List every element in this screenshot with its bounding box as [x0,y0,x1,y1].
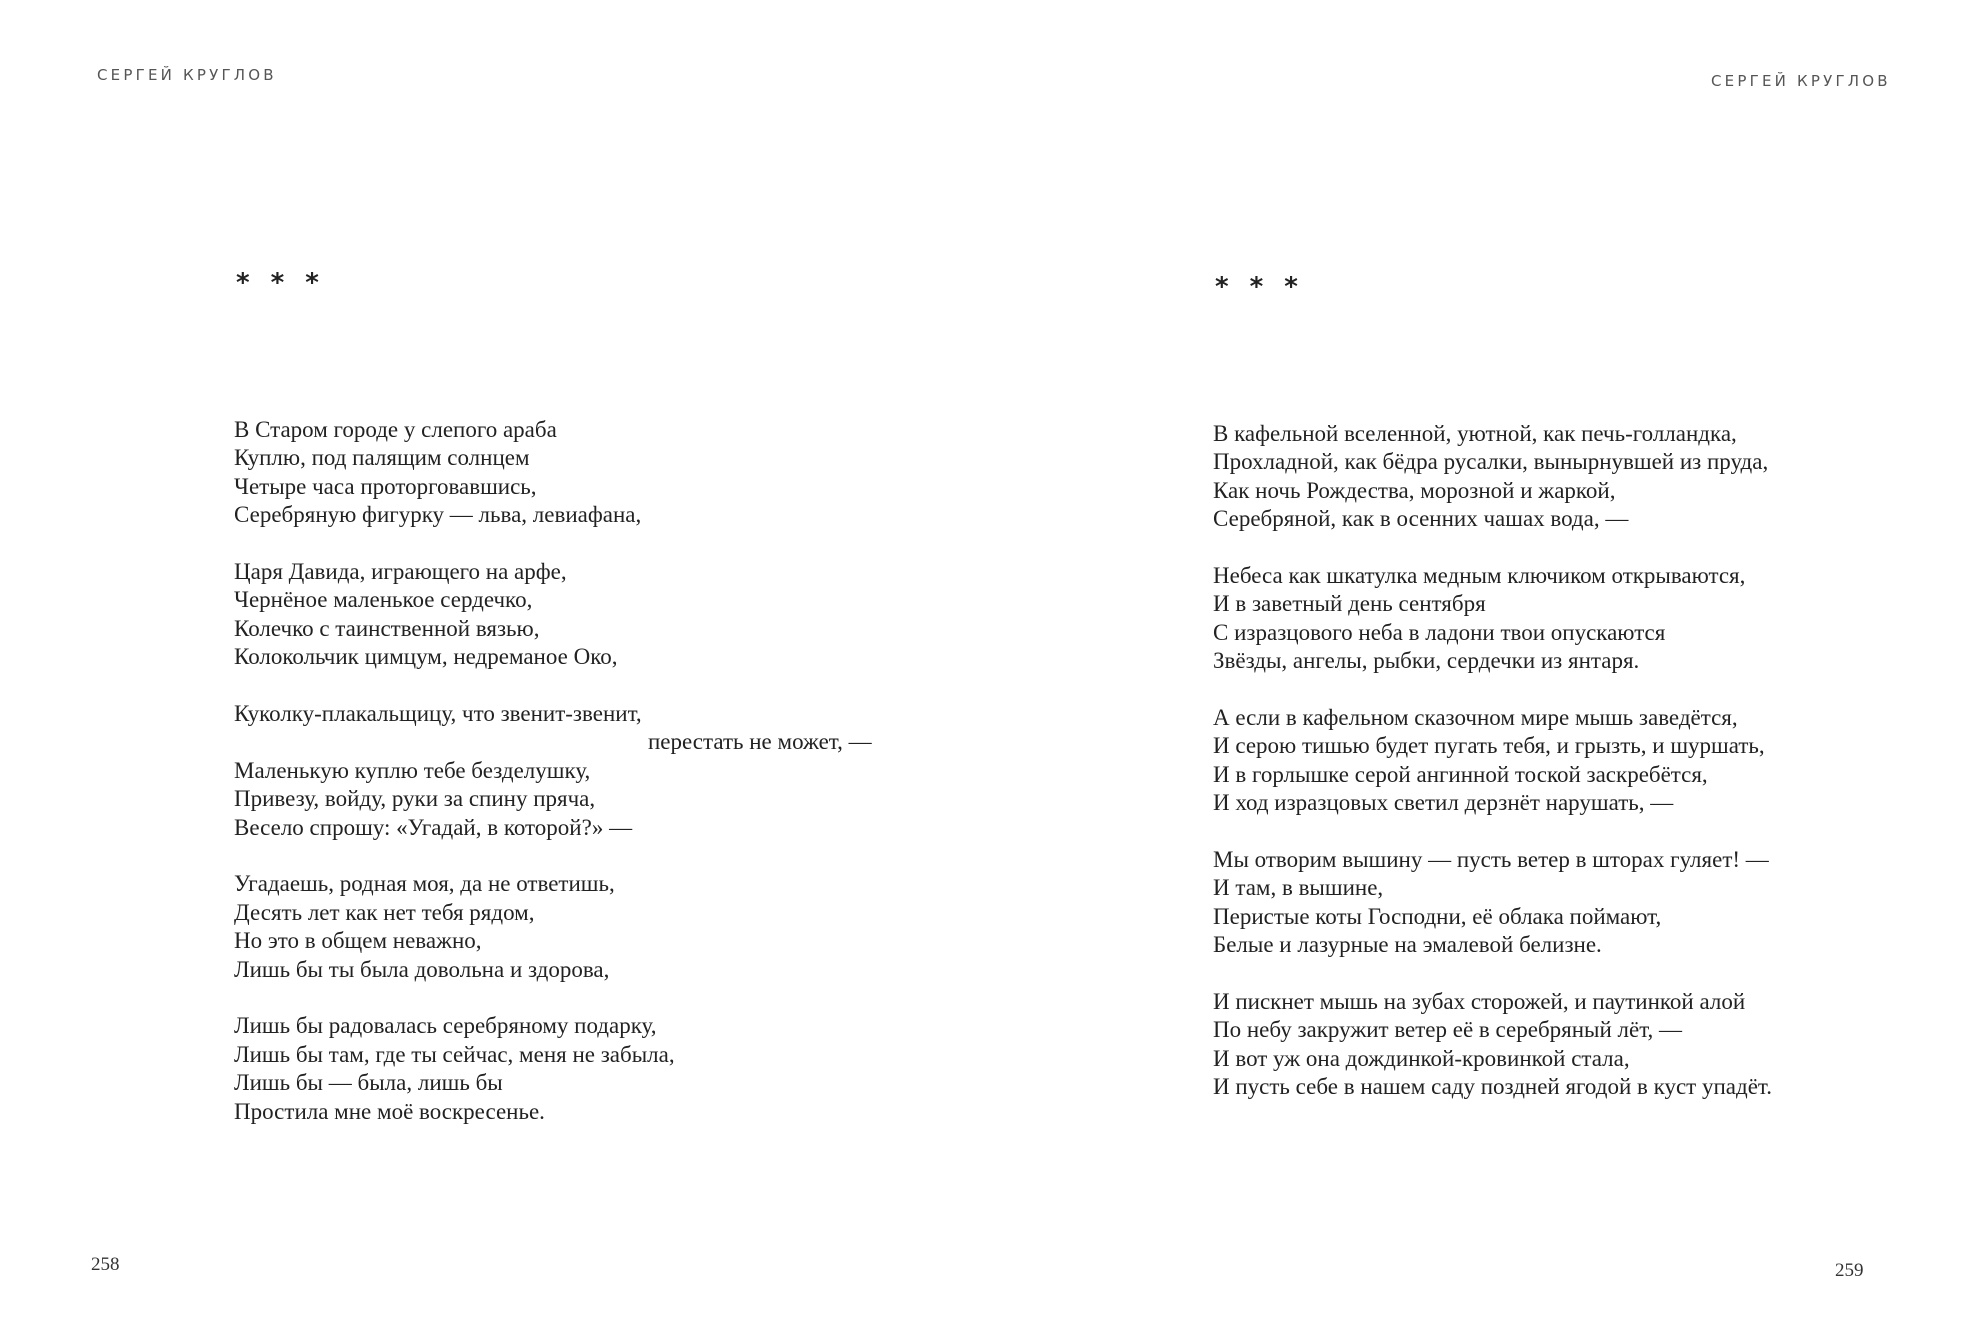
poem-line: Лишь бы там, где ты сейчас, меня не забыла, [234,1041,675,1067]
poem-line-continuation: перестать не может, — [648,729,872,755]
poem-line: Привезу, войду, руки за спину пряча, [234,786,596,812]
right-page [983,0,1966,1341]
stanza [234,1012,934,1126]
poem-line: В Старом городе у слепого араба [234,417,557,442]
poem-line: Царя Давида, играющего на арфе, [234,559,567,585]
poem-line: Куколку-плакальщицу, что звенит-звенит, [234,701,642,727]
poem-line: Лишь бы ты была довольна и здорова, [234,956,610,982]
poem-line: И там, в вышине, [1213,875,1384,901]
page-number: 258 [91,1254,120,1275]
poem-line: Лишь бы радовалась серебряному подарку, [234,1013,657,1039]
poem-line: Весело спрошу: «Угадай, в которой?» — [234,814,633,840]
poem-line: Угадаешь, родная моя, да не ответишь, [234,871,615,897]
poem-line: Мы отворим вышину — пусть ветер в шторах гуляет! — [1213,847,1769,873]
poem-line: И в горлышке серой ангинной тоской заскребётся, [1213,761,1708,787]
poem-line: И вот уж она дождинкой-кровинкой стала, [1213,1045,1630,1071]
poem-line: Как ночь Рождества, морозной и жаркой, [1213,477,1616,503]
poem-line: Десять лет как нет тебя рядом, [234,899,535,925]
stanza [1213,988,1933,1102]
poem-line: И пусть себе в нашем саду поздней ягодой в куст упадёт. [1213,1074,1772,1100]
poem-line: Лишь бы — была, лишь бы [234,1070,503,1096]
poem-line: Прохладной, как бёдра русалки, вынырнувшей из пруда, [1213,449,1769,475]
poem-line: По небу закружит ветер её в серебряный лёт, — [1213,1017,1683,1043]
poem-line: Небеса как шкатулка медным ключиком открываются, [1213,563,1746,589]
poem-line: Серебряную фигурку — льва, левиафана, [234,502,642,528]
poem-line: Колечко с таинственной вязью, [234,615,540,641]
running-head-author: СЕРГЕЙ КРУГЛОВ [1711,72,1891,90]
poem-line: В кафельной вселенной, уютной, как печь-голландка, [1213,421,1737,446]
section-asterisks: * * * [1215,272,1304,302]
poem-line: Серебряной, как в осенних чашах вода, — [1213,506,1629,532]
poem-line: И ход изразцовых светил дерзнёт нарушать, — [1213,790,1674,816]
section-asterisks: * * * [236,268,325,298]
stanza [1213,562,1933,676]
poem-line: Белые и лазурные на эмалевой белизне. [1213,932,1602,958]
stanza [234,700,934,842]
poem-line: Чернёное маленькое сердечко, [234,587,533,613]
poem-line: И в заветный день сентября [1213,591,1486,617]
poem-line: Колокольчик цимцум, недреманое Око, [234,644,618,670]
stanza [234,416,934,530]
stanza [234,870,934,984]
poem-line: Звёзды, ангелы, рыбки, сердечки из янтаря. [1213,648,1640,674]
stanza [1213,704,1933,818]
poem-line: Но это в общем неважно, [234,928,482,954]
poem-text [1213,420,1933,1102]
poem-line: Куплю, под палящим солнцем [234,445,530,471]
poem-line: И серою тишью будет пугать тебя, и грызть, и шуршать, [1213,733,1765,759]
poem-line: Перистые коты Господни, её облака поймают, [1213,903,1662,929]
poem-line: Маленькую куплю тебе безделушку, [234,757,591,783]
poem-line: А если в кафельном сказочном мире мышь заведётся, [1213,705,1738,731]
poem-line: Четыре часа проторговавшись, [234,473,537,499]
stanza [234,558,934,672]
page-number: 259 [1835,1260,1864,1281]
stanza [1213,420,1933,534]
stanza [1213,846,1933,960]
poem-line: С изразцового неба в ладони твои опускаются [1213,619,1666,645]
poem-line: Простила мне моё воскресенье. [234,1098,545,1124]
poem-text [234,416,934,1126]
running-head-author: СЕРГЕЙ КРУГЛОВ [97,66,277,84]
poem-line: И пискнет мышь на зубах сторожей, и паутинкой алой [1213,989,1746,1015]
